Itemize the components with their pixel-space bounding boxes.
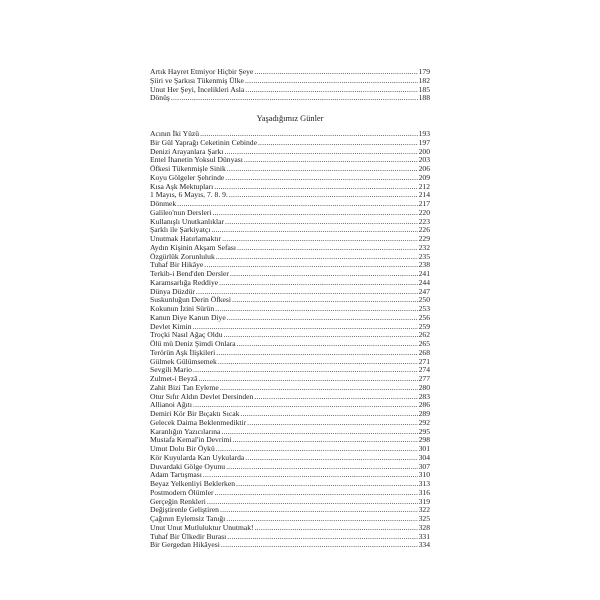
toc-part-1 <box>150 68 430 103</box>
toc-entry-page: 185 <box>418 84 430 94</box>
toc-entry-page: 220 <box>418 207 430 217</box>
dot-leader <box>221 541 418 550</box>
toc-entry-page: 265 <box>418 339 430 348</box>
toc-entry-title: 1 Mayıs, 6 Mayıs, 7. 8. 9. <box>150 190 228 200</box>
toc-entry-title: Zahit Bizi Tan Eyleme <box>150 382 219 392</box>
dot-leader <box>215 305 417 314</box>
toc-entry-title: Değiştirenle Geliştiren <box>150 505 219 515</box>
toc-entry-page: 274 <box>418 365 430 375</box>
toc-entry-title: Sevgili Mario <box>150 365 192 375</box>
dot-leader <box>245 77 418 86</box>
dot-leader <box>207 498 418 507</box>
dot-leader <box>225 174 417 183</box>
toc-entry-page: 217 <box>418 199 430 208</box>
toc-entry-title: Gerçeğin Renkleri <box>150 496 206 506</box>
dot-leader <box>193 366 418 375</box>
dot-leader <box>244 156 418 165</box>
toc-entry-title: Tuhaf Bir Hikâye <box>150 260 204 270</box>
toc-entry-title: Karamsarlığa Reddiye <box>150 277 219 287</box>
dot-leader <box>204 261 417 270</box>
toc-entry-title: Zulmet-i Beyzâ <box>150 374 198 383</box>
dot-leader <box>247 419 417 428</box>
dot-leader <box>198 375 417 384</box>
toc-entry-page: 229 <box>418 234 430 243</box>
toc-entry-title: Çağının Eylemsiz Tanığı <box>150 514 226 523</box>
toc-entry-title: Şarklı ile Şarkiyatçı <box>150 225 211 235</box>
toc-entry-title: Dönüş <box>150 93 170 103</box>
toc-entry-title: Terkib-i Bend'den Dersler <box>150 269 229 278</box>
dot-leader <box>218 358 418 367</box>
toc-entry-title: Otur Sıfır Aldın Devlet Dersinden <box>150 391 254 401</box>
toc-entry-page: 232 <box>418 242 430 252</box>
toc-entry-title: Artık Hayret Etmiyor Hiçbir Şeye <box>150 67 254 76</box>
toc-entry-title: Unut Her Şeyi, İncelikleri Asla <box>150 84 245 94</box>
toc-entry-page: 304 <box>418 452 430 462</box>
toc-entry <box>150 541 430 550</box>
toc-entry-page: 203 <box>418 155 430 165</box>
toc-entry <box>150 191 430 200</box>
toc-entry-page: 206 <box>418 164 430 173</box>
toc-entry-title: Ölü mü Deniz Şimdi Onlara <box>150 339 236 348</box>
dot-leader <box>237 244 418 253</box>
toc-entry-title: Kokunun İzini Sürün <box>150 304 215 313</box>
toc-entry-page: 292 <box>418 417 430 427</box>
toc-entry-page: 319 <box>418 496 430 506</box>
toc-entry-page: 310 <box>418 470 430 480</box>
toc-entry-title: Denizi Arayanlara Şarkı <box>150 146 224 156</box>
dot-leader <box>237 340 418 349</box>
dot-leader <box>214 183 417 192</box>
toc-entry-page: 268 <box>418 347 430 357</box>
toc-entry-title: Demiri Kör Bir Bıçaktı Sıcak <box>150 409 240 418</box>
toc-entry-page: 334 <box>418 540 430 550</box>
toc-entry-title: Suskunluğun Derin Öfkesi <box>150 295 231 305</box>
dot-leader <box>254 68 417 77</box>
dot-leader <box>258 139 418 148</box>
toc-entry <box>150 358 430 367</box>
toc-entry-page: 307 <box>418 461 430 471</box>
toc-entry-page: 256 <box>418 312 430 322</box>
toc-entry <box>150 94 430 103</box>
toc-entry-title: Gelecek Daima Beklenmediktir <box>150 417 247 427</box>
dot-leader <box>203 471 418 480</box>
toc-entry-page: 197 <box>418 137 430 147</box>
toc-entry-title: Entel İhanetin Yoksul Dünyası <box>150 155 243 165</box>
toc-entry-page: 271 <box>418 356 430 366</box>
toc-entry-page: 280 <box>418 382 430 392</box>
toc-entry-page: 253 <box>418 304 430 313</box>
toc-entry-page: 331 <box>418 531 430 541</box>
dot-leader <box>245 86 417 95</box>
toc-entry-page: 325 <box>418 514 430 523</box>
toc-part-2 <box>150 130 430 550</box>
toc-entry-page: 214 <box>418 190 430 200</box>
toc-entry-title: Mustafa Kemal'in Devrimi <box>150 435 232 445</box>
toc-entry-page: 226 <box>418 225 430 235</box>
dot-leader <box>245 454 417 463</box>
toc-entry-title: Tuhaf Bir Ülkedir Burası <box>150 531 227 541</box>
toc-entry <box>150 314 430 323</box>
toc-entry-page: 182 <box>418 75 430 85</box>
toc-entry-page: 212 <box>418 181 430 191</box>
toc-entry-page: 193 <box>418 129 430 138</box>
toc-entry <box>150 86 430 95</box>
dot-leader <box>193 323 418 332</box>
toc-entry-page: 298 <box>418 435 430 445</box>
toc-entry-title: Kör Kuyularda Kan Uykularda <box>150 452 245 462</box>
toc-entry-title: Bir Gergedan Hikâyesi <box>150 540 220 550</box>
dot-leader <box>177 200 417 209</box>
toc-entry-page: 200 <box>418 146 430 156</box>
dot-leader <box>216 253 418 262</box>
dot-leader <box>212 209 417 218</box>
toc-entry-page: 286 <box>418 400 430 410</box>
toc-entry-page: 247 <box>418 286 430 296</box>
toc-entry-page: 259 <box>418 321 430 331</box>
toc-entry-title: Unut Unut Mutluluktur Unutmak! <box>150 522 254 532</box>
dot-leader <box>229 191 418 200</box>
dot-leader <box>216 445 418 454</box>
toc-entry-title: Galileo'nun Dersleri <box>150 207 212 217</box>
toc-entry-page: 262 <box>418 330 430 340</box>
dot-leader <box>224 148 417 157</box>
dot-leader <box>220 506 418 515</box>
toc-entry-page: 244 <box>418 277 430 287</box>
toc-entry-title: Postmodern Ölümler <box>150 487 214 497</box>
dot-leader <box>240 410 417 419</box>
dot-leader <box>232 296 418 305</box>
dot-leader <box>221 428 417 437</box>
toc-entry-title: Gülmek Gülümsemek <box>150 356 217 366</box>
toc-entry-title: Aydın Kişinin Akşam Sefası <box>150 242 236 252</box>
toc-entry-page: 328 <box>418 522 430 532</box>
dot-leader <box>236 480 418 489</box>
toc-entry-page: 301 <box>418 444 430 453</box>
toc-entry-title: Öfkesi Tükenmişle Sinik <box>150 164 226 173</box>
toc-entry-page: 316 <box>418 487 430 497</box>
dot-leader <box>226 515 417 524</box>
toc-entry-title: Şiiri ve Şarkısı Tükenmiş Ülke <box>150 75 244 85</box>
section-title: Yaşadığımız Günler <box>256 114 324 123</box>
toc-entry-page: 188 <box>418 93 430 103</box>
dot-leader <box>216 349 417 358</box>
toc-entry-title: Kullanışlı Unutkanlıklar <box>150 216 225 226</box>
toc-entry-title: Dönmek <box>150 199 177 208</box>
toc-entry-title: Koyu Gölgeler Şehrinde <box>150 172 225 182</box>
toc-entry-title: Allianoi Ağıtı <box>150 400 192 410</box>
dot-leader <box>211 226 417 235</box>
toc-entry-page: 295 <box>418 426 430 436</box>
table-of-contents <box>150 68 430 550</box>
toc-entry-title: Dünya Düzdür <box>150 286 195 296</box>
dot-leader <box>222 235 418 244</box>
toc-entry-page: 277 <box>418 374 430 383</box>
dot-leader <box>227 165 418 174</box>
toc-entry-page: 250 <box>418 295 430 305</box>
toc-entry-page: 179 <box>418 67 430 76</box>
toc-entry-title: Acının İki Yüzü <box>150 129 200 138</box>
dot-leader <box>171 94 418 103</box>
dot-leader <box>227 533 417 542</box>
toc-entry-title: Bir Gül Yaprağı Ceketinin Cebinde <box>150 137 257 147</box>
toc-entry <box>150 393 430 402</box>
toc-entry-page: 238 <box>418 260 430 270</box>
dot-leader <box>254 393 417 402</box>
dot-leader <box>227 314 418 323</box>
dot-leader <box>215 489 418 498</box>
dot-leader <box>219 279 418 288</box>
toc-entry-title: Kısa Aşk Mektupları <box>150 181 214 191</box>
toc-entry-title: Özgürlük Zorunluluk <box>150 251 215 261</box>
toc-entry-title: Adam Tartışması <box>150 470 202 480</box>
toc-entry-page: 322 <box>418 505 430 515</box>
toc-entry-title: Kanun Diye Kanun Diye <box>150 312 226 322</box>
toc-entry-page: 241 <box>418 269 430 278</box>
toc-entry-page: 209 <box>418 172 430 182</box>
toc-entry-title: Unutmak Hatırlamaktır <box>150 234 222 243</box>
toc-entry-page: 313 <box>418 479 430 488</box>
dot-leader <box>225 218 418 227</box>
toc-entry-title: Duvardaki Gölge Oyunu <box>150 461 226 471</box>
toc-entry-title: Umut Dolu Bir Öykü <box>150 444 215 453</box>
toc-entry-page: 223 <box>418 216 430 226</box>
dot-leader <box>224 331 418 340</box>
dot-leader <box>255 524 418 533</box>
dot-leader <box>230 270 418 279</box>
toc-entry-title: Karanlığın Yazıcılarına <box>150 426 221 436</box>
toc-entry-page: 283 <box>418 391 430 401</box>
toc-entry-page: 235 <box>418 251 430 261</box>
dot-leader <box>226 463 418 472</box>
dot-leader <box>233 436 418 445</box>
toc-entry-title: Beyaz Yelkenliyi Beklerken <box>150 479 235 488</box>
toc-entry-title: Troçki Nasıl Ağaç Oldu <box>150 330 223 340</box>
toc-entry-title: Terörün Aşk İlişkileri <box>150 347 216 357</box>
toc-entry-title: Devlet Kimin <box>150 321 192 331</box>
toc-entry-page: 289 <box>418 409 430 418</box>
